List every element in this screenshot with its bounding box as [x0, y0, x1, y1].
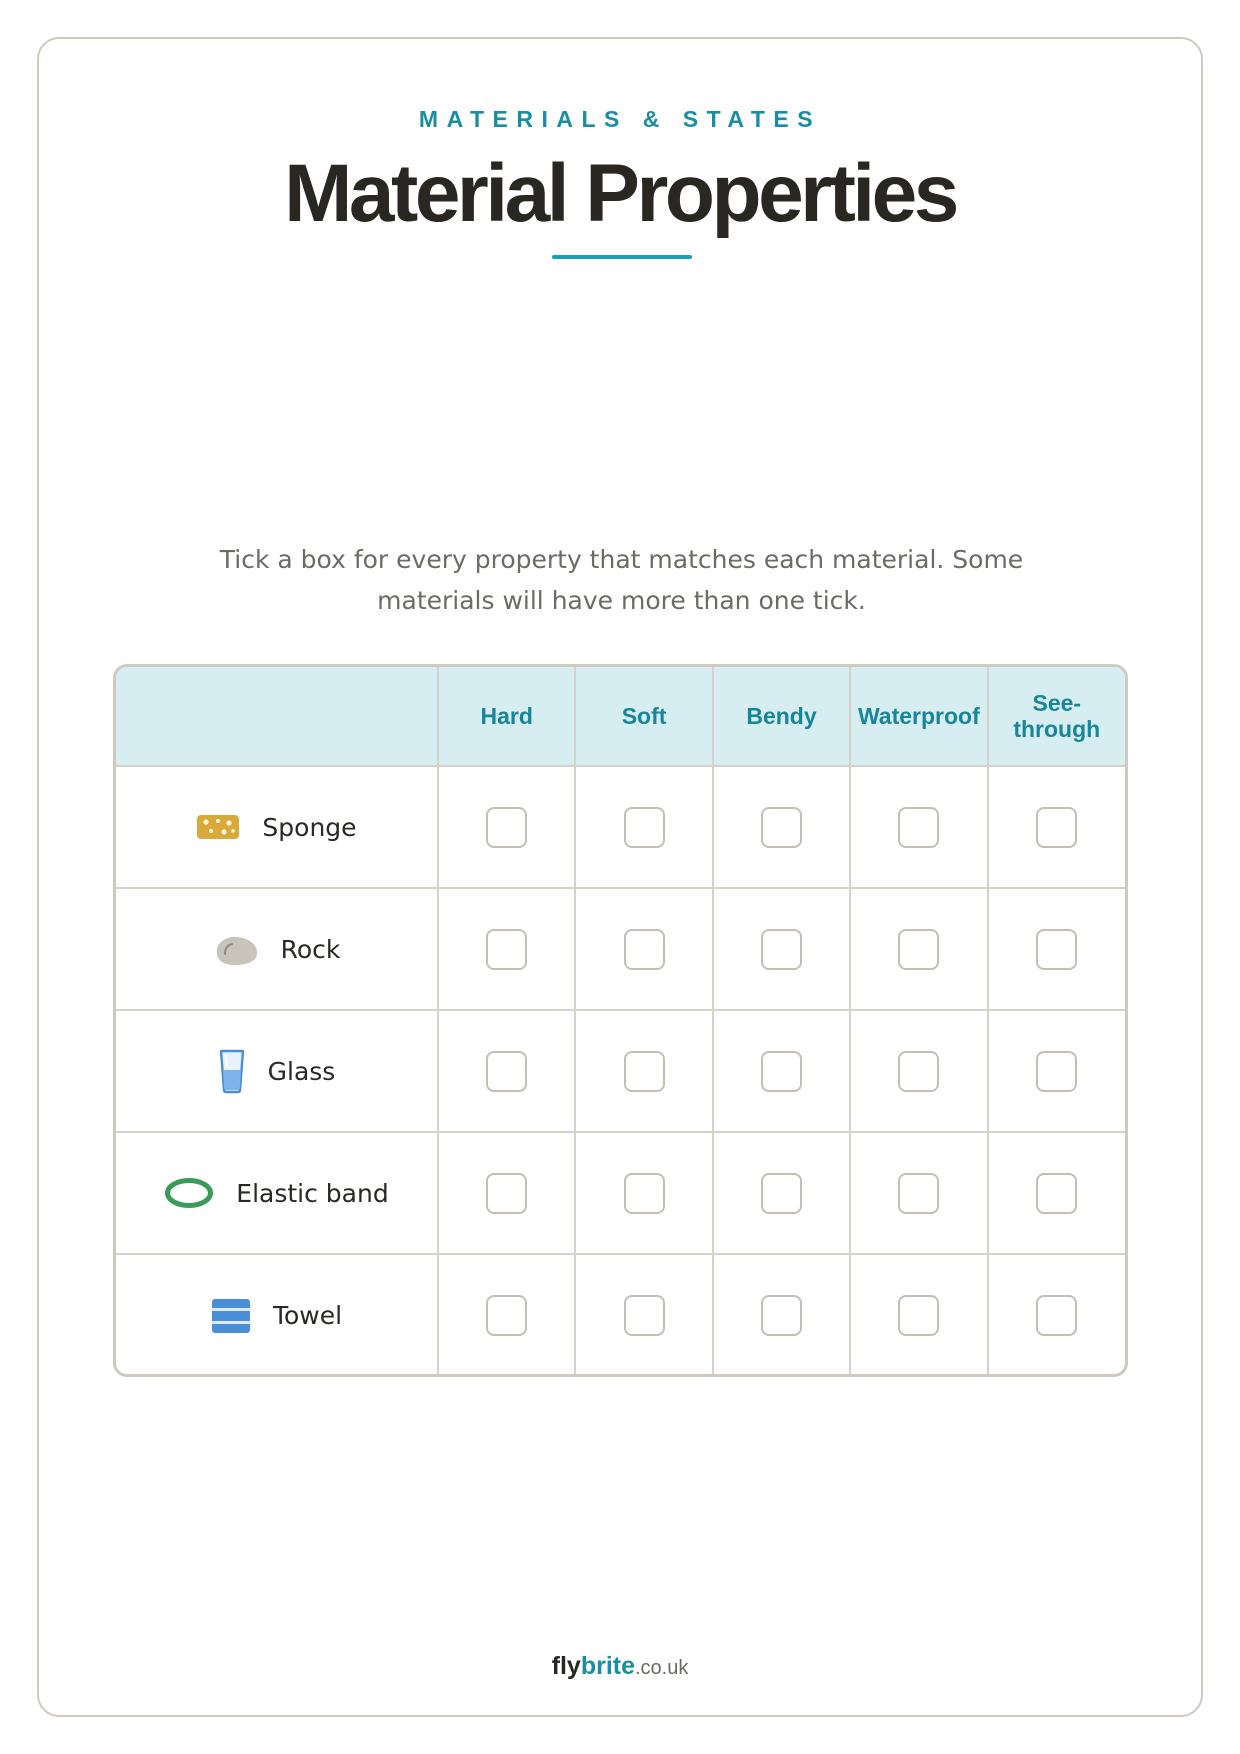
tick-checkbox[interactable] [898, 1295, 939, 1336]
brand-name-part2: brite [580, 1652, 635, 1680]
tick-checkbox[interactable] [486, 807, 527, 848]
rock-icon [213, 932, 259, 966]
instructions-text: Tick a box for every property that matches each material. Some materials will have more than one tick. [219, 545, 1024, 615]
elastic-band-icon [164, 1176, 214, 1210]
material-label: Sponge [262, 812, 357, 842]
tick-checkbox[interactable] [898, 929, 939, 970]
tick-cell [438, 766, 575, 888]
tick-cell [575, 1254, 712, 1376]
towel-icon [211, 1298, 251, 1334]
tick-cell [850, 1132, 987, 1254]
material-label: Rock [280, 934, 341, 964]
tick-cell [713, 1132, 850, 1254]
tick-checkbox[interactable] [898, 807, 939, 848]
tick-cell [438, 1132, 575, 1254]
tick-cell [850, 888, 987, 1010]
tick-checkbox[interactable] [1036, 1295, 1077, 1336]
tick-checkbox[interactable] [624, 1051, 665, 1092]
table-row [116, 1010, 1125, 1132]
column-header-waterproof: Waterproof [850, 667, 987, 766]
column-header-see-through: See-through [988, 667, 1125, 766]
material-cell [116, 1254, 438, 1376]
table-row [116, 888, 1125, 1010]
tick-cell [850, 766, 987, 888]
tick-checkbox[interactable] [1036, 1051, 1077, 1092]
tick-cell [988, 1254, 1125, 1376]
tick-checkbox[interactable] [761, 1051, 802, 1092]
tick-checkbox[interactable] [624, 1295, 665, 1336]
tick-checkbox[interactable] [1036, 807, 1077, 848]
tick-cell [713, 1254, 850, 1376]
tick-checkbox[interactable] [761, 807, 802, 848]
material-cell [116, 1132, 438, 1254]
tick-cell [988, 1010, 1125, 1132]
material-label: Elastic band [236, 1178, 389, 1208]
sponge-icon [196, 813, 240, 841]
material-cell [116, 888, 438, 1010]
tick-checkbox[interactable] [1036, 1173, 1077, 1214]
tick-checkbox[interactable] [486, 1051, 527, 1092]
material-cell [116, 1010, 438, 1132]
tick-checkbox[interactable] [1036, 929, 1077, 970]
worksheet-page [37, 37, 1203, 1717]
tick-checkbox[interactable] [761, 1173, 802, 1214]
material-cell [116, 766, 438, 888]
tick-cell [575, 1010, 712, 1132]
tick-checkbox[interactable] [624, 807, 665, 848]
tick-cell [438, 888, 575, 1010]
table-row [116, 1132, 1125, 1254]
table-header-row [116, 667, 1125, 766]
table-row [116, 1254, 1125, 1376]
column-header-soft: Soft [575, 667, 712, 766]
tick-cell [988, 766, 1125, 888]
tick-cell [850, 1010, 987, 1132]
tick-cell [713, 888, 850, 1010]
table-row [116, 766, 1125, 888]
tick-cell [713, 766, 850, 888]
tick-cell [575, 888, 712, 1010]
tick-checkbox[interactable] [624, 1173, 665, 1214]
tick-cell [575, 766, 712, 888]
tick-checkbox[interactable] [761, 1295, 802, 1336]
tick-checkbox[interactable] [898, 1173, 939, 1214]
glass-icon [218, 1048, 246, 1094]
properties-table [113, 664, 1128, 1377]
tick-cell [438, 1254, 575, 1376]
material-label: Towel [272, 1301, 343, 1330]
tick-checkbox[interactable] [761, 929, 802, 970]
tick-cell [850, 1254, 987, 1376]
header-corner-cell [116, 667, 438, 766]
footer-brand [39, 1652, 1201, 1681]
column-header-bendy: Bendy [713, 667, 850, 766]
tick-checkbox[interactable] [486, 929, 527, 970]
tick-cell [988, 1132, 1125, 1254]
tick-cell [988, 888, 1125, 1010]
column-header-hard: Hard [438, 667, 575, 766]
topic-kicker: MATERIALS & STATES [418, 106, 822, 132]
tick-cell [713, 1010, 850, 1132]
title-underline [552, 255, 692, 259]
material-label: Glass [267, 1056, 336, 1086]
brand-domain: .co.uk [635, 1657, 689, 1679]
brand-name-part1: fly [551, 1652, 581, 1680]
tick-checkbox[interactable] [898, 1051, 939, 1092]
tick-checkbox[interactable] [486, 1295, 527, 1336]
tick-cell [575, 1132, 712, 1254]
tick-cell [438, 1010, 575, 1132]
tick-checkbox[interactable] [486, 1173, 527, 1214]
tick-checkbox[interactable] [624, 929, 665, 970]
page-title: Material Properties [284, 148, 956, 239]
